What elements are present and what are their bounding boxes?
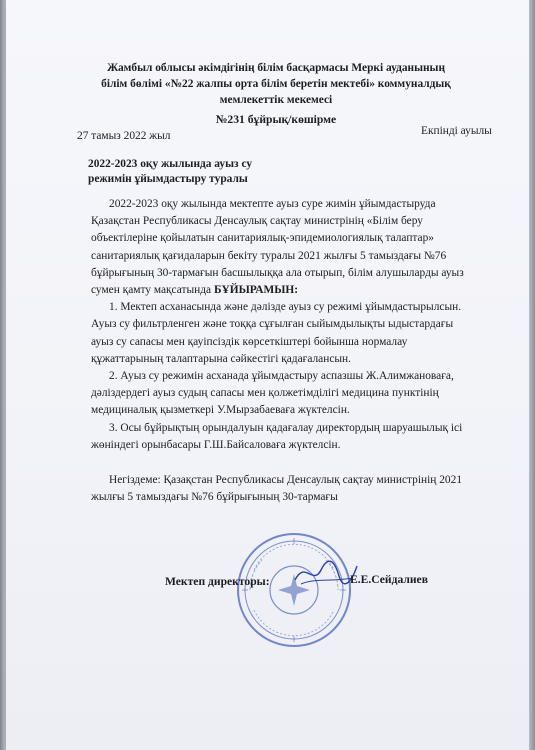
item-2-line: 2. Ауыз су режимін асханада ұйымдастыру аспазшы Ж.Алимжановаға, [109,370,454,383]
item-3-line: 3. Осы бұйрықтың орындалуын қадағалау директордың шаруашылық ісі [109,421,463,434]
scan-right-edge [529,0,535,750]
document-header [86,60,466,108]
body-line: санитариялық қағидаларын бекіту туралы 2021 жылғы 5 тамыздағы №76 [91,249,447,262]
spacer [91,454,521,472]
order-date: 27 тамыз 2022 жыл [77,130,171,142]
order-word: БҰЙЫРАМЫН: [213,284,299,297]
item-3-line: жөніндегі орынбасары Г.Ш.Байсаловаға жүктелсін. [91,438,341,451]
body-line: Қазақстан Республикасы Денсаулық сақтау министрінің «Білім беру [91,215,423,228]
body-line: сумен қамту мақсатында [91,284,212,297]
body-line: бұйрығының 30-тармағын басшылыққа ала отырып, білім алушыларды ауыз [91,266,464,279]
order-body [91,196,521,506]
director-name: Е.Е.Сейдалиев [350,573,428,586]
order-place: Екпінді ауылы [421,125,492,137]
basis-line: жылғы 5 тамыздағы №76 бұйрығының 30-тармағы [91,491,338,504]
director-label: Мектеп директоры: [165,575,270,588]
item-1-line: 1. Мектеп асханасында және дәлізде ауыз су режимі ұйымдастырылсын. [109,301,462,314]
item-1-line: ауыз су сапасы мен қауіпсіздік көрсеткіштері бойынша нормалау [91,335,408,348]
header-line: білім бөлімі «№22 жалпы орта білім беретін мектебі» коммуналдық [101,78,451,90]
document-page [6,0,529,750]
basis-line: Негіздеме: Қазақстан Республикасы Денсаулық сақтау министрінің 2021 [109,474,463,487]
header-line: мемлекеттік мекемесі [219,94,333,106]
body-line-with-order [91,282,521,299]
order-number: №231 бұйрық/көшірме [215,113,337,126]
item-1-line: Ауыз су фильтрленген және тоққа сұғылған сыйымдылықты ыдыстардағы [91,318,454,331]
body-line: 2022-2023 оқу жылында мектепте ауыз суре жимін ұйымдастыруда [109,198,436,210]
item-1-line: құжаттарының талаптарына сәйкестігі қадағалансын. [91,352,351,365]
official-seal [234,530,354,650]
item-2-line: дәліздердегі ауыз судың сапасы мен қолжетімділігі медицина пунктінің [91,387,439,400]
subject-line: 2022-2023 оқу жылында ауыз су [88,158,253,170]
order-subject [88,157,348,187]
subject-line: режимін ұйымдастыру туралы [88,173,248,185]
body-line: объектілеріне қойылатын санитариялық-эпидемиологиялық талаптар» [91,232,434,245]
item-2-line: медициналық қызметкері У.Мырзабаеваға жүктелсін. [91,404,350,417]
header-line: Жамбыл облысы әкімдігінің білім басқармасы Меркі ауданының [106,62,446,74]
